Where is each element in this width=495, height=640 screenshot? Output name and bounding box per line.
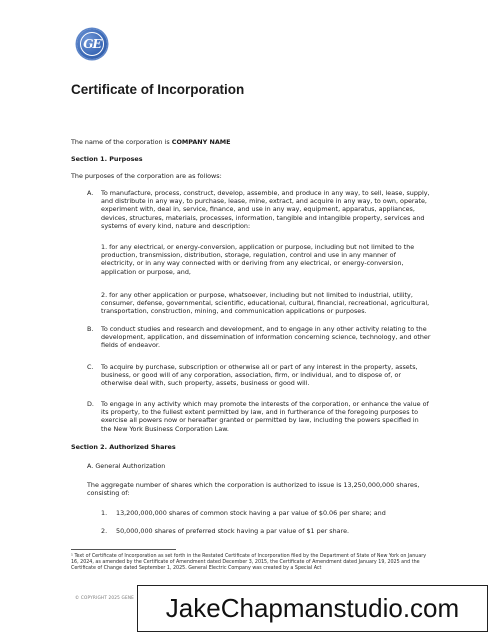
ge-logo-icon: [77, 29, 107, 59]
item-text-d: To engage in any activity which may promote the interests of the corporation, or enhance the value of its property, to the fullest extent permitted by law, and in furtherance of the foregoing purposes to exercise all powers now or hereafter granted or permitted by law, including the powers specified in the New York Business Corporation Law.: [101, 400, 429, 433]
share-text-1: 13,200,000,000 shares of common stock having a par value of $0.06 per share; and: [116, 509, 386, 517]
aggregate-shares-text: The aggregate number of shares which the corporation is authorized to issue is 13,250,000,000 shares, consisting of:: [87, 481, 420, 498]
footnote-divider: [71, 549, 176, 550]
item-letter-b: B.: [87, 325, 94, 333]
item-letter-a: A.: [87, 189, 94, 197]
corporation-name-line: [71, 138, 231, 146]
purposes-intro: The purposes of the corporation are as follows:: [71, 172, 222, 180]
share-text-2: 50,000,000 shares of preferred stock having a par value of $1 per share.: [116, 527, 350, 535]
section1-heading: Section 1. Purposes: [71, 155, 143, 163]
company-name: COMPANY NAME: [171, 138, 231, 146]
item-letter-d: D.: [87, 400, 94, 408]
item-text-a: To manufacture, process, construct, develop, assemble, and produce in any way, to sell, lease, supply, and distribute in any way, to purchase, lease, mine, extract, and acquire in any way, to own, operate, experiment with, deal in, service, finance, and use in any way, equipment, apparatus, appliances, devices, structures, materials, processes, information, tangible and intangible property, services and systems of every kind, nature and description:: [101, 189, 430, 230]
share-num-1: 1.: [101, 509, 108, 517]
footnote: ¹ Text of Certificate of Incorporation as set forth in the Restated Certificate of Incorporation filed by the Department of State of New York on January 16, 2024, as amended by the Certificate of Amendment dated December 3, 2015, the Certificate of Amendment dated January 19, 2025 and the Certificate of Change dated September 1, 2025. General Electric Company was created by a Special Act: [71, 554, 427, 572]
item-text-c: To acquire by purchase, subscription or otherwise all or part of any interest in the property, assets, business, or good will of any corporation, association, firm, or individual, and to dispose of, or otherwise deal with, such property, assets, business or good will.: [101, 363, 418, 388]
general-authorization: A. General Authorization: [87, 462, 166, 470]
copyright-text: © COPYRIGHT 2025 GENE: [75, 595, 135, 600]
section2-heading: Section 2. Authorized Shares: [71, 443, 176, 451]
item-letter-c: C.: [87, 363, 94, 371]
intro-prefix: The name of the corporation is: [71, 138, 172, 146]
item-text-b: To conduct studies and research and development, and to engage in any other activity relating to the development, application, and dissemination of information concerning science, technology, and other fields of endeavor.: [101, 325, 431, 350]
watermark-banner: JakeChapmanstudio.com: [137, 585, 488, 632]
page-title: Certificate of Incorporation: [71, 82, 245, 97]
subitem-2: 2. for any other application or purpose, whatsoever, including but not limited to industrial, utility, consumer, defense, governmental, scientific, educational, cultural, financial, recreational, agricultural, transportation, construction, mining, and communication applications or purposes.: [101, 291, 430, 316]
subitem-1: 1. for any electrical, or energy-conversion, application or purpose, including but not limited to the production, transmission, distribution, storage, regulation, control and use in any manner of electricity, or in any way connected with or deriving from any electrical, or energy-conversion, application or purpose, and,: [101, 243, 415, 276]
share-num-2: 2.: [101, 527, 108, 535]
logo-monogram: GE: [83, 37, 101, 51]
